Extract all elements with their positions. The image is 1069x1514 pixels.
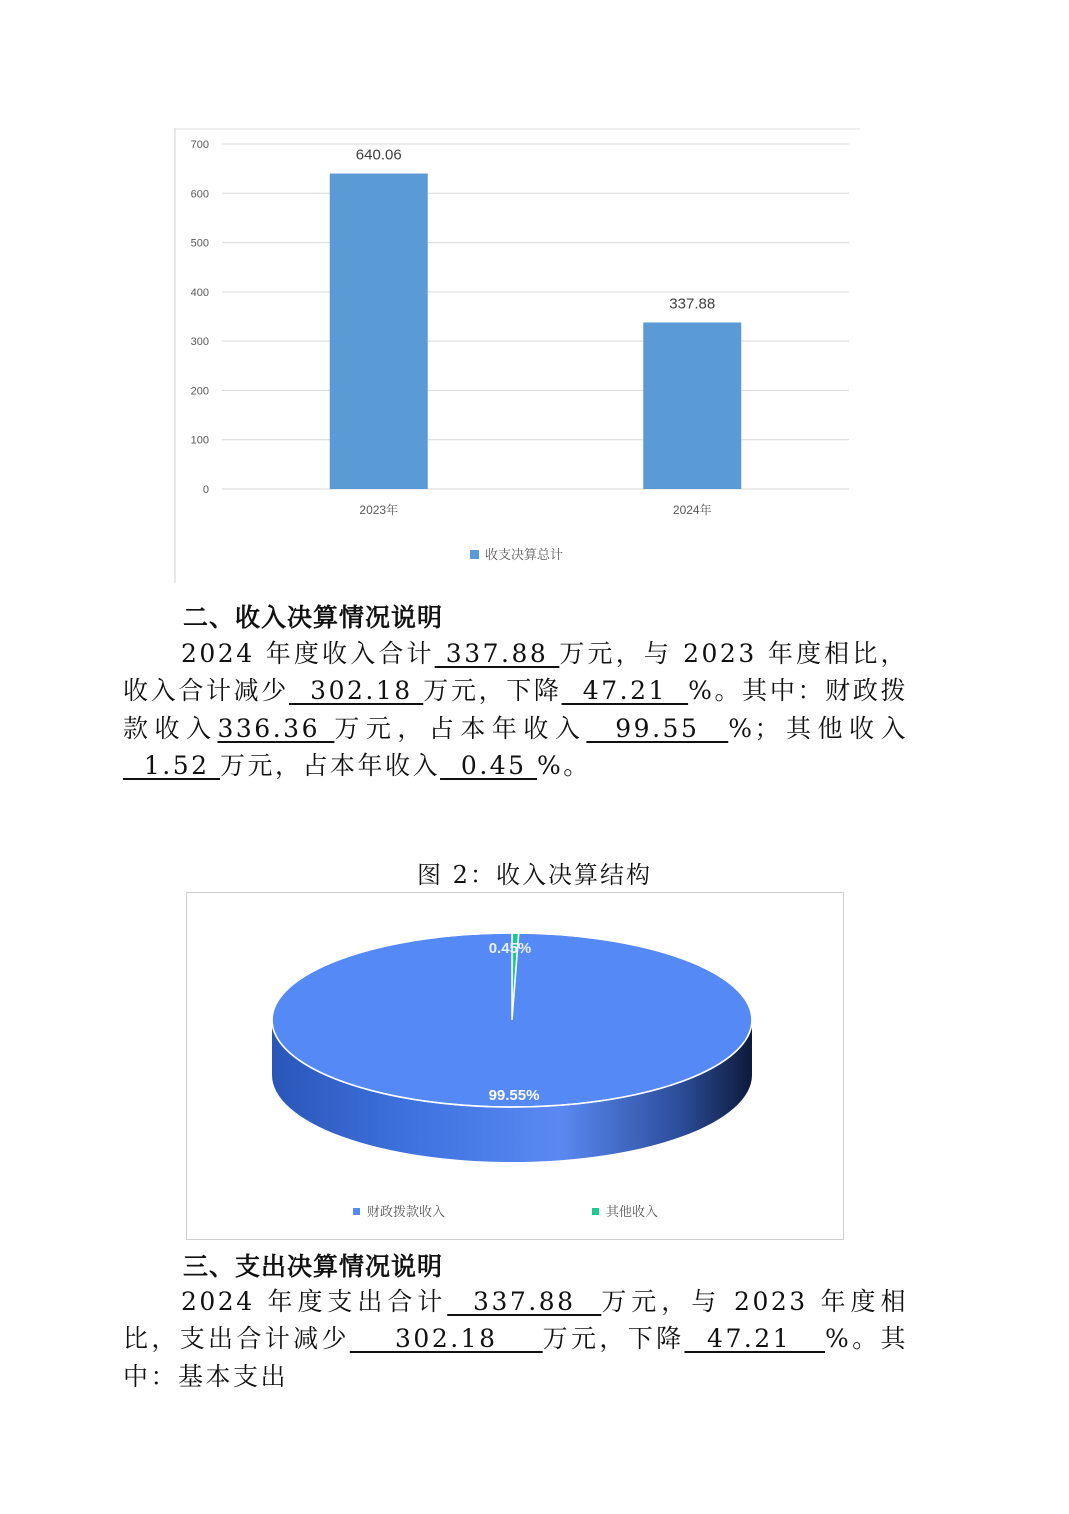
x-tick-label: 2024年: [672, 503, 712, 517]
fiscal-income-share: 99.55: [586, 713, 729, 743]
text: 2024 年度支出合计: [181, 1287, 448, 1316]
y-tick-label: 100: [190, 434, 209, 447]
x-tick-label: 2023年: [359, 503, 399, 517]
legend-swatch: [353, 1208, 360, 1215]
other-income-share: 0.45: [440, 750, 538, 780]
pie-chart: [186, 892, 844, 1240]
text: 万元，占本年收入: [334, 713, 587, 743]
legend-label: 其他收入: [606, 1204, 659, 1219]
text: 万元，下降: [423, 676, 562, 706]
legend-swatch: [470, 550, 479, 559]
y-tick-label: 300: [190, 336, 209, 349]
legend-label: 收支决算总计: [485, 547, 564, 562]
expense-total-value: 337.88: [447, 1287, 602, 1316]
pie-data-label: 99.55%: [488, 1087, 540, 1104]
text: %。其中：财政拨款收入: [123, 676, 908, 743]
bar-chart: [174, 128, 860, 583]
y-tick-label: 500: [190, 237, 209, 250]
y-tick-label: 700: [190, 139, 209, 151]
income-decrease-value: 302.18: [288, 676, 424, 706]
expense-decline-percent: 47.21: [684, 1324, 825, 1354]
legend-label: 财政拨款收入: [367, 1204, 446, 1219]
figure-caption: 图 2：收入决算结构: [417, 861, 652, 889]
y-tick-label: 0: [202, 484, 209, 496]
bar-data-label: 640.06: [355, 146, 402, 164]
y-tick-label: 200: [190, 385, 209, 398]
y-tick-label: 400: [190, 286, 209, 299]
pie-slice-财政拨款收入: [272, 933, 752, 1107]
bar-data-label: 337.88: [669, 295, 716, 313]
text: %。: [537, 750, 591, 780]
text: 2024 年度收入合计: [181, 639, 435, 668]
bar-2024年: [643, 322, 741, 489]
expense-paragraph: [123, 1283, 908, 1395]
income-decline-percent: 47.21: [561, 676, 689, 706]
section-heading-expense: 三、支出决算情况说明: [183, 1252, 444, 1281]
other-income-value: 1.52: [123, 750, 221, 780]
text: 万元，与 2023 年度相比，收入合计减少: [123, 639, 908, 706]
bar-2023年: [330, 174, 428, 489]
fiscal-income-value: 336.36: [217, 713, 335, 743]
text: %；其他收入: [728, 713, 908, 743]
text: 万元，占本年收入: [220, 750, 441, 780]
text: %。其中：基本支出: [123, 1324, 908, 1391]
text: 万元，与 2023 年度相比，支出合计减少: [123, 1287, 908, 1354]
y-tick-label: 600: [190, 188, 209, 201]
income-total-value: 337.88: [434, 639, 560, 668]
legend-swatch: [592, 1208, 599, 1215]
expense-decrease-value: 302.18: [349, 1324, 543, 1354]
text: 万元，下降: [542, 1324, 685, 1354]
pie-data-label: 0.45%: [488, 940, 532, 957]
income-paragraph: [123, 635, 908, 784]
section-heading-income: 二、收入决算情况说明: [183, 603, 444, 632]
